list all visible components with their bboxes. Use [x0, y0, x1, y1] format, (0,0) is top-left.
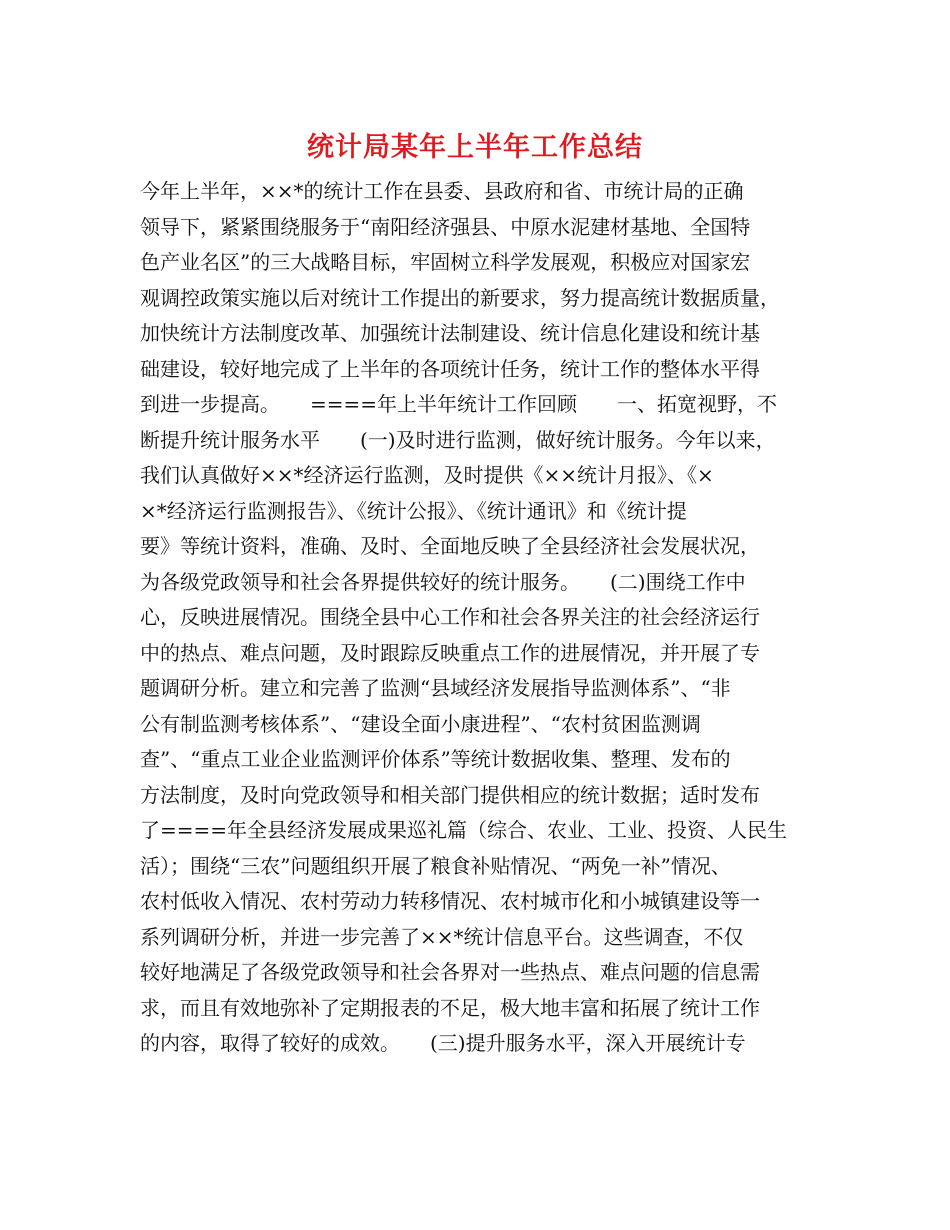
body-line: 活）；围绕“三农”问题组织开展了粮食补贴情况、“两免一补”情况、 [140, 853, 731, 878]
body-line: 观调控政策实施以后对统计工作提出的新要求，努力提高统计数据质量， [140, 285, 780, 310]
body-line: 题调研分析。建立和完善了监测“县域经济发展指导监测体系”、“非 [140, 676, 731, 700]
body-line: 要》等统计资料，准确、及时、全面地反映了全县经济社会发展状况， [140, 534, 760, 558]
body-line: 色产业名区”的三大战略目标，牢固树立科学发展观，积极应对国家宏 [140, 250, 751, 274]
body-line: ×*经济运行监测报告》、《统计公报》、《统计通讯》和《统计提 [140, 498, 687, 523]
body-line: 系列调研分析，并进一步完善了××*统计信息平台。这些调查，不仅 [140, 924, 744, 949]
body-line: 到进一步提高。 ====年上半年统计工作回顾 一、拓宽视野，不 [140, 392, 778, 416]
body-line: 我们认真做好××*经济运行监测，及时提供《××统计月报》、《× [140, 463, 714, 487]
body-line: 求，而且有效地弥补了定期报表的不足，极大地丰富和拓展了统计工作 [140, 995, 760, 1020]
body-line: 方法制度，及时向党政领导和相关部门提供相应的统计数据；适时发布 [140, 782, 760, 807]
body-line: 为各级党政领导和社会各界提供较好的统计服务。 (二)围绕工作中 [140, 569, 746, 594]
body-line: 领导下，紧紧围绕服务于“南阳经济强县、中原水泥建材基地、全国特 [140, 214, 751, 239]
body-line: 心，反映进展情况。围绕全县中心工作和社会各界关注的社会经济运行 [140, 605, 760, 629]
body-line: 断提升统计服务水平 (一)及时进行监测，做好统计服务。今年以来， [140, 427, 776, 452]
body-line: 了====年全县经济发展成果巡礼篇（综合、农业、工业、投资、人民生 [140, 818, 788, 842]
body-line: 查”、“重点工业企业监测评价体系”等统计数据收集、整理、发布的 [140, 747, 731, 771]
document-title: 统计局某年上半年工作总结 [307, 132, 643, 163]
body-line: 加快统计方法制度改革、加强统计法制建设、统计信息化建设和统计基 [140, 321, 760, 345]
body-line: 今年上半年，××*的统计工作在县委、县政府和省、市统计局的正确 [140, 179, 744, 203]
body-line: 较好地满足了各级党政领导和社会各界对一些热点、难点问题的信息需 [140, 960, 760, 984]
body-line: 础建设，较好地完成了上半年的各项统计任务，统计工作的整体水平得 [140, 356, 760, 381]
body-line: 中的热点、难点问题，及时跟踪反映重点工作的进展情况，并开展了专 [140, 640, 760, 665]
body-line: 的内容，取得了较好的成效。 (三)提升服务水平，深入开展统计专 [140, 1031, 746, 1055]
body-line: 农村低收入情况、农村劳动力转移情况、农村城市化和小城镇建设等一 [140, 889, 760, 913]
document-body [140, 174, 830, 1062]
body-line: 公有制监测考核体系”、“建设全面小康进程”、“农村贫困监测调 [140, 711, 701, 736]
